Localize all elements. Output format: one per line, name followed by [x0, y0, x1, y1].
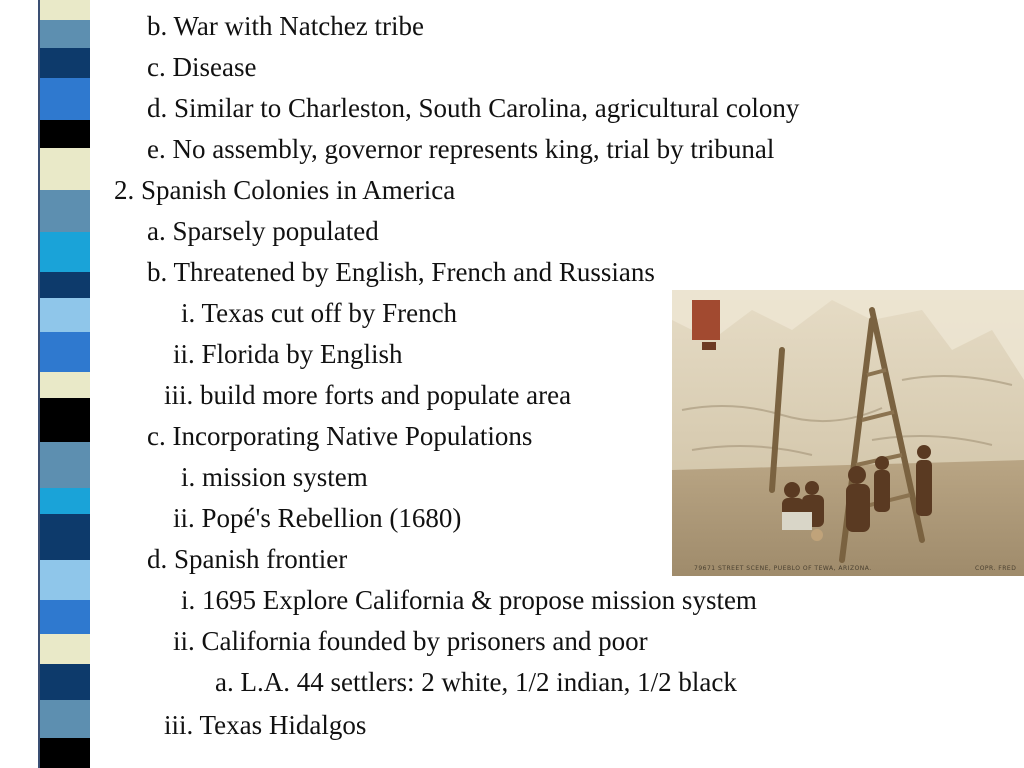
- stripe-block: [38, 488, 90, 514]
- photo-caption: 79671 STREET SCENE, PUEBLO OF TEWA, ARIZONA.: [694, 565, 872, 572]
- outline-item: e. No assembly, governor represents king, trial by tribunal: [147, 134, 775, 164]
- stripe-edge: [38, 0, 40, 768]
- outline-item: i. 1695 Explore California & propose mission system: [181, 585, 757, 615]
- stripe-block: [38, 700, 90, 738]
- outline-item: iii. build more forts and populate area: [164, 380, 572, 410]
- photo-copyright: COPR. FRED: [975, 565, 1017, 572]
- stripe-block: [38, 0, 90, 20]
- outline-item: ii. California founded by prisoners and poor: [173, 626, 648, 656]
- stripe-block: [38, 148, 90, 190]
- stripe-block: [38, 514, 90, 560]
- stripe-block: [38, 120, 90, 148]
- outline-item: b. Threatened by English, French and Russians: [147, 257, 655, 287]
- stripe-block: [38, 48, 90, 78]
- stripe-block: [38, 442, 90, 488]
- stripe-block: [38, 560, 90, 600]
- stripe-block: [38, 372, 90, 398]
- outline-item: b. War with Natchez tribe: [147, 11, 424, 41]
- outline-item: i. Texas cut off by French: [181, 298, 458, 328]
- stripe-block: [38, 398, 90, 442]
- stripe-block: [38, 634, 90, 664]
- stripe-block: [38, 20, 90, 48]
- outline-item: d. Similar to Charleston, South Carolina, agricultural colony: [147, 93, 800, 123]
- stripe-block: [38, 738, 90, 768]
- pueblo-photo-illustration: [672, 290, 1024, 576]
- stripe-block: [38, 332, 90, 372]
- outline-item: 2. Spanish Colonies in America: [114, 175, 456, 205]
- outline-item: ii. Popé's Rebellion (1680): [173, 503, 462, 533]
- pueblo-photo: [672, 290, 1024, 576]
- stripe-block: [38, 298, 90, 332]
- stripe-block: [38, 664, 90, 700]
- stripe-block: [38, 78, 90, 120]
- outline-item: a. Sparsely populated: [147, 216, 379, 246]
- decorative-stripe-bar: [38, 0, 90, 768]
- outline-item: ii. Florida by English: [173, 339, 403, 369]
- stripe-block: [38, 600, 90, 634]
- stripe-block: [38, 232, 90, 272]
- outline-item: i. mission system: [181, 462, 368, 492]
- outline-item: a. L.A. 44 settlers: 2 white, 1/2 indian, 1/2 black: [215, 667, 737, 697]
- outline-item: c. Incorporating Native Populations: [147, 421, 533, 451]
- stripe-block: [38, 190, 90, 232]
- outline-item: iii. Texas Hidalgos: [164, 710, 367, 740]
- outline-item: c. Disease: [147, 52, 257, 82]
- stripe-block: [38, 272, 90, 298]
- outline-item: d. Spanish frontier: [147, 544, 348, 574]
